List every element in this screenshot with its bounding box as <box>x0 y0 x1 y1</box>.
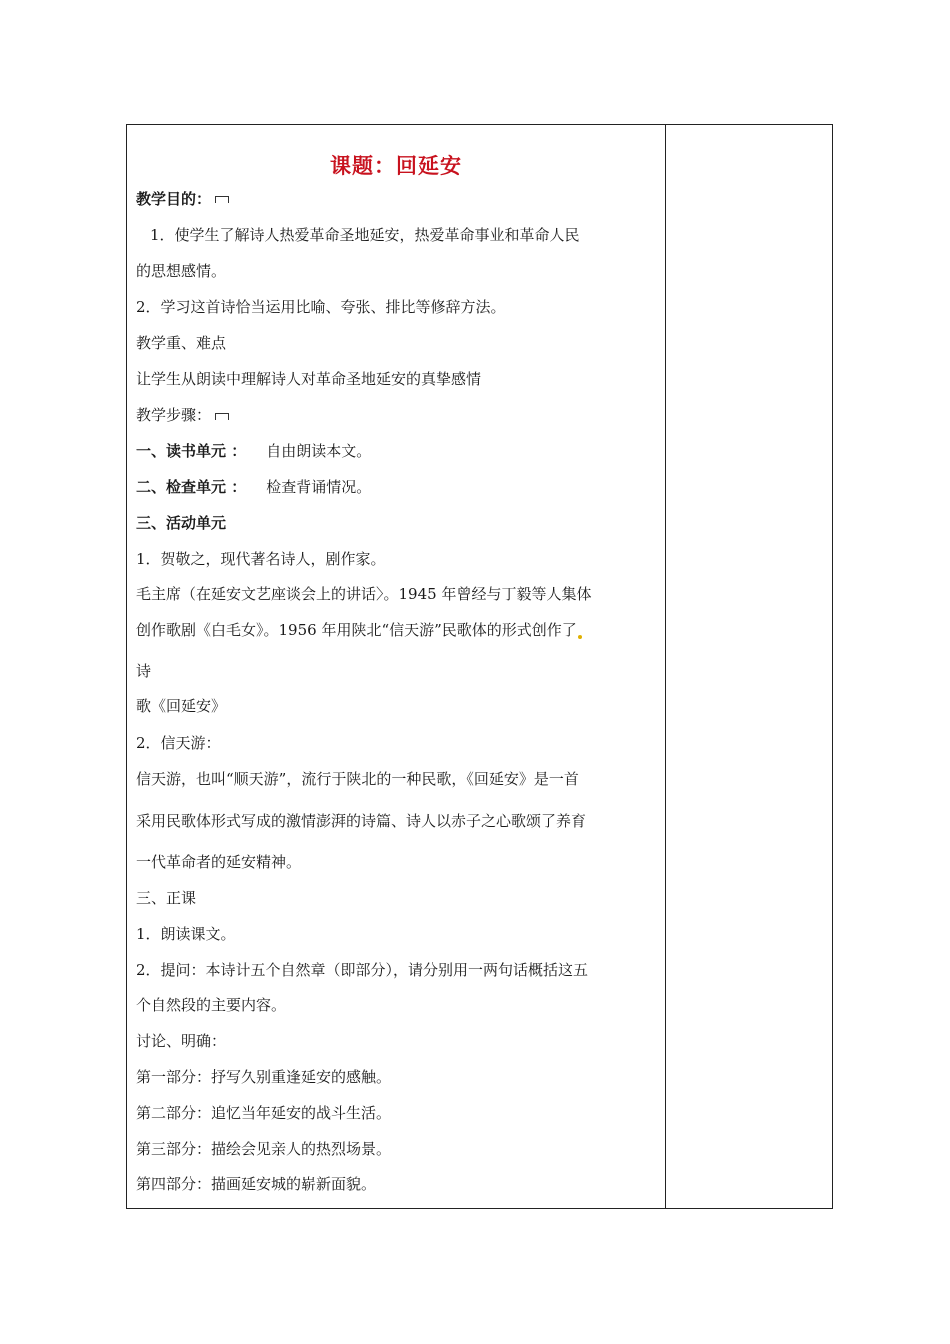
activity-line-2: 毛主席（在延安文艺座谈会上的讲话〉。1945 年曾经与丁毅等人集体 <box>136 585 592 603</box>
heading-objectives-text: 教学目的： <box>136 190 212 208</box>
activity-line-7: 信天游，也叫“顺天游”，流行于陕北的一种民歌，《回延安》是一首 <box>136 770 579 788</box>
step-check-text: 检查背诵情况。 <box>266 478 372 496</box>
activity-line-6: 2．信天游： <box>136 734 221 752</box>
step-check-label: 二、检查单元 ： <box>136 478 247 496</box>
lesson-line-3: 个自然段的主要内容。 <box>136 996 287 1014</box>
part-three: 第三部分：描绘会见亲人的热烈场景。 <box>136 1140 392 1158</box>
activity-line-9: 一代革命者的延安精神。 <box>136 853 302 871</box>
part-two: 第二部分：追忆当年延安的战斗生活。 <box>136 1104 392 1122</box>
key-points-text: 让学生从朗读中理解诗人对革命圣地延安的真挚感情 <box>136 370 482 388</box>
activity-line-3 <box>136 621 582 639</box>
step-reading-text: 自由朗读本文。 <box>266 442 372 460</box>
page-title: 课题：回延安 <box>330 154 462 178</box>
column-divider <box>665 124 666 1209</box>
step-reading-unit <box>136 442 371 460</box>
marker-dot-icon <box>578 635 582 639</box>
lesson-line-4: 讨论、明确： <box>136 1032 227 1050</box>
heading-objectives <box>136 190 229 208</box>
activity-line-1: 1．贺敬之，现代著名诗人，剧作家。 <box>136 550 386 568</box>
edit-mark-icon <box>215 413 229 420</box>
heading-main-lesson: 三、正课 <box>136 889 197 907</box>
activity-line-4: 诗 <box>136 662 152 680</box>
table-frame <box>126 124 833 1209</box>
step-check-unit <box>136 478 371 496</box>
lesson-line-2: 2．提问：本诗计五个自然章（即部分），请分别用一两句话概括这五 <box>136 961 589 979</box>
heading-steps-text: 教学步骤： <box>136 406 212 424</box>
objective-1-cont: 的思想感情。 <box>136 262 227 280</box>
activity-line-5: 歌《回延安》 <box>136 697 227 715</box>
step-activity-unit: 三、活动单元 <box>136 514 227 532</box>
activity-line-3-text: 创作歌剧《白毛女》。1956 年用陕北“信天游”民歌体的形式创作了 <box>136 621 577 639</box>
lesson-line-1: 1．朗读课文。 <box>136 925 236 943</box>
objective-1: 1．使学生了解诗人热爱革命圣地延安，热爱革命事业和革命人民 <box>150 226 580 244</box>
activity-line-8: 采用民歌体形式写成的激情澎湃的诗篇、诗人以赤子之心歌颂了养育 <box>136 812 587 830</box>
step-reading-label: 一、读书单元 ： <box>136 442 247 460</box>
part-four: 第四部分：描画延安城的崭新面貌。 <box>136 1175 377 1193</box>
objective-2: 2．学习这首诗恰当运用比喻、夸张、排比等修辞方法。 <box>136 298 506 316</box>
part-one: 第一部分：抒写久别重逢延安的感触。 <box>136 1068 392 1086</box>
heading-key-points: 教学重、难点 <box>136 334 227 352</box>
edit-mark-icon <box>215 196 229 203</box>
heading-steps <box>136 406 229 424</box>
